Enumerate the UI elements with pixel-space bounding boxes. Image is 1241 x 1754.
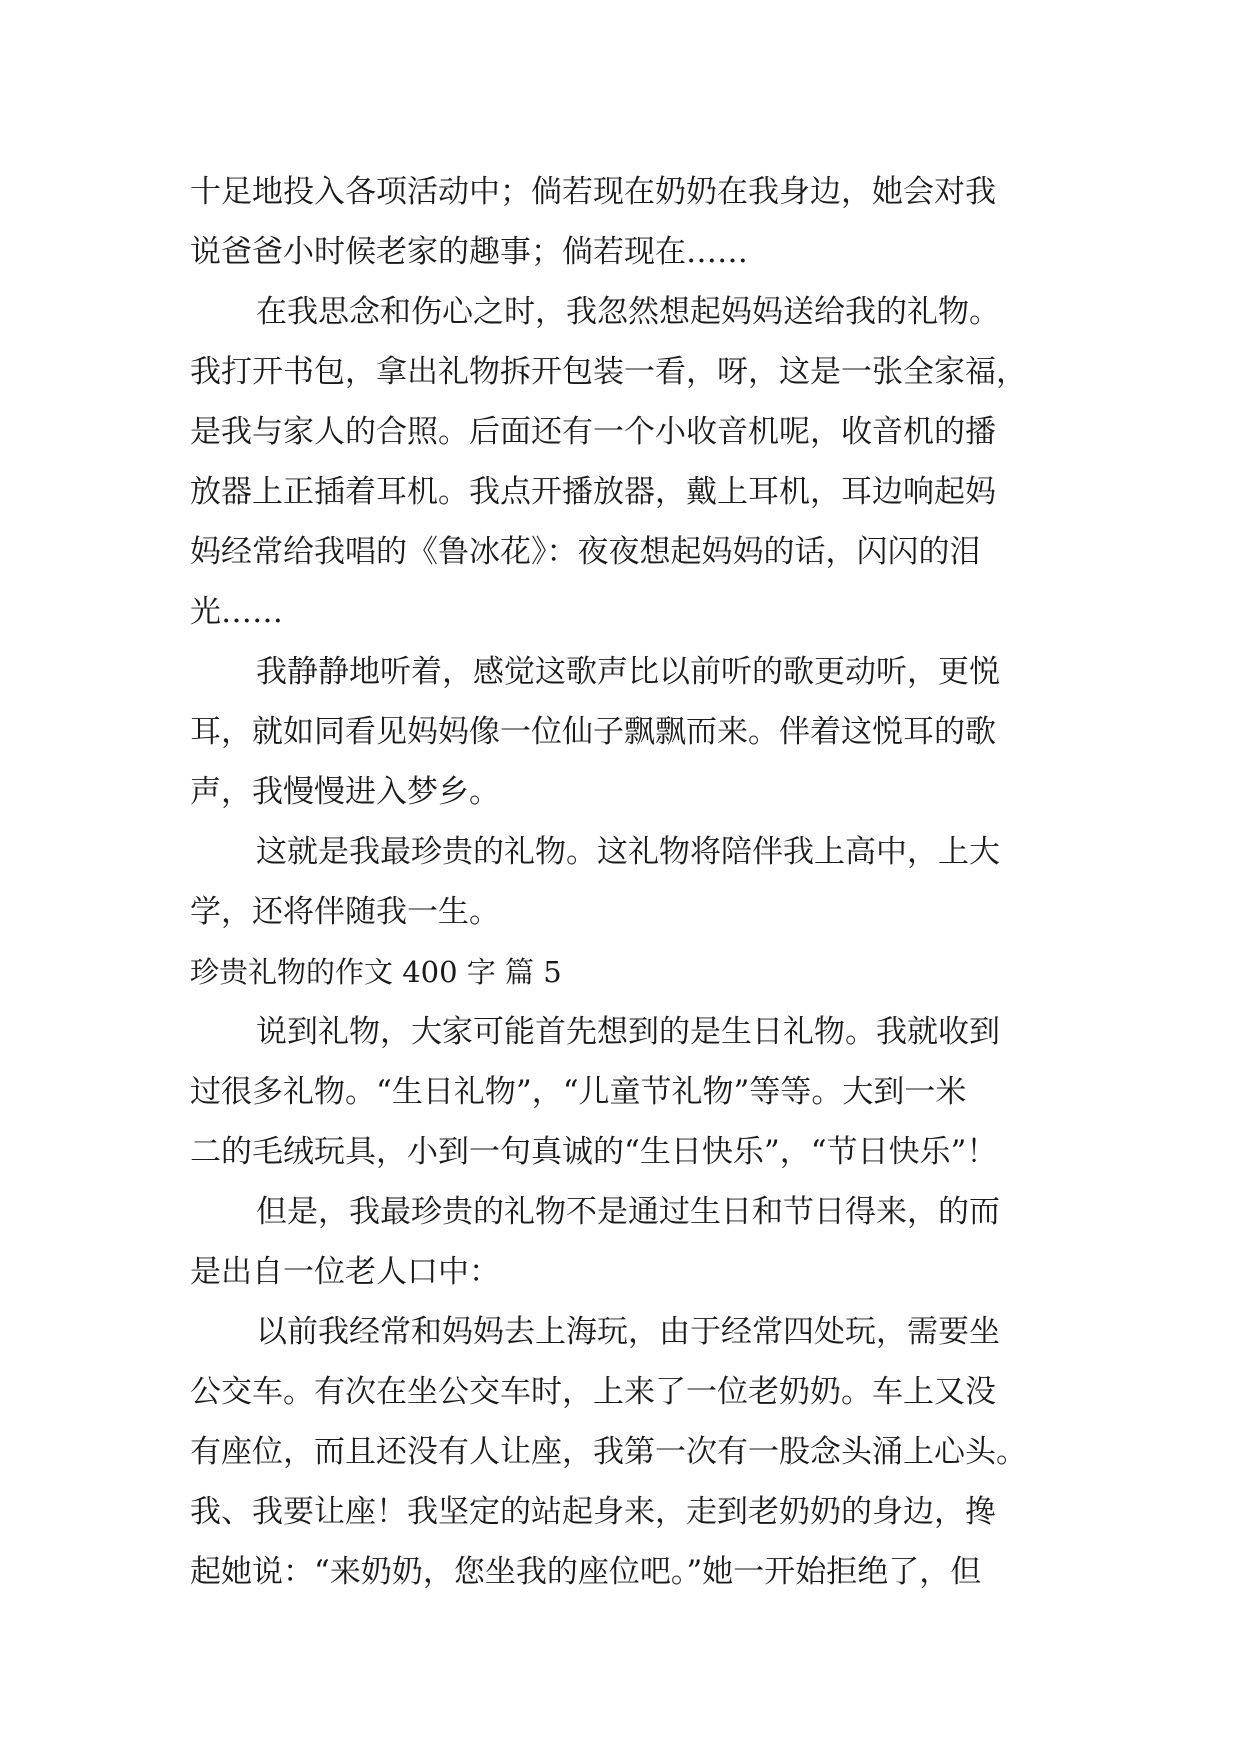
text-line: 光……	[190, 594, 283, 630]
paragraph	[190, 162, 1070, 282]
text-line: 但是，我最珍贵的礼物不是通过生日和节日得来，的而	[256, 1194, 1000, 1230]
text-line: 说爸爸小时候老家的趣事；倘若现在……	[190, 234, 748, 270]
text-line: 十足地投入各项活动中；倘若现在奶奶在我身边，她会对我	[190, 174, 996, 210]
text-line: 起她说：“来奶奶，您坐我的座位吧。”她一开始拒绝了，但	[190, 1554, 982, 1590]
text-line: 我静静地听着，感觉这歌声比以前听的歌更动听，更悦	[256, 654, 1000, 690]
paragraph	[190, 1002, 1070, 1182]
text-line: 放器上正插着耳机。我点开播放器，戴上耳机，耳边响起妈	[190, 474, 996, 510]
text-line: 有座位，而且还没有人让座，我第一次有一股念头涌上心头。	[190, 1434, 1027, 1470]
text-line: 我打开书包，拿出礼物拆开包装一看，呀，这是一张全家福，	[190, 354, 1027, 390]
text-line: 是我与家人的合照。后面还有一个小收音机呢，收音机的播	[190, 414, 996, 450]
heading-text: 珍贵礼物的作文 400 字 篇 5	[190, 955, 562, 989]
text-line: 我、我要让座！我坚定的站起身来，走到老奶奶的身边，搀	[190, 1494, 996, 1530]
paragraph	[190, 282, 1070, 642]
text-line: 以前我经常和妈妈去上海玩，由于经常四处玩，需要坐	[256, 1314, 1000, 1350]
text-line: 二的毛绒玩具，小到一句真诚的“生日快乐”，“节日快乐”！	[190, 1134, 998, 1170]
paragraph	[190, 1182, 1070, 1302]
text-line: 公交车。有次在坐公交车时，上来了一位老奶奶。车上又没	[190, 1374, 996, 1410]
text-line: 这就是我最珍贵的礼物。这礼物将陪伴我上高中，上大	[256, 834, 1000, 870]
document-body	[190, 162, 1070, 1602]
section-heading	[190, 942, 1070, 1002]
paragraph	[190, 822, 1070, 942]
text-line: 学，还将伴随我一生。	[190, 894, 500, 930]
text-line: 过很多礼物。“生日礼物”，“儿童节礼物”等等。大到一米	[190, 1074, 967, 1110]
text-line: 说到礼物，大家可能首先想到的是生日礼物。我就收到	[256, 1014, 1000, 1050]
text-line: 声，我慢慢进入梦乡。	[190, 774, 500, 810]
paragraph	[190, 1302, 1070, 1602]
text-line: 妈经常给我唱的《鲁冰花》：夜夜想起妈妈的话，闪闪的泪	[190, 534, 981, 570]
text-line: 耳，就如同看见妈妈像一位仙子飘飘而来。伴着这悦耳的歌	[190, 714, 996, 750]
paragraph	[190, 642, 1070, 822]
text-line: 是出自一位老人口中：	[190, 1254, 500, 1290]
text-line: 在我思念和伤心之时，我忽然想起妈妈送给我的礼物。	[256, 294, 1000, 330]
